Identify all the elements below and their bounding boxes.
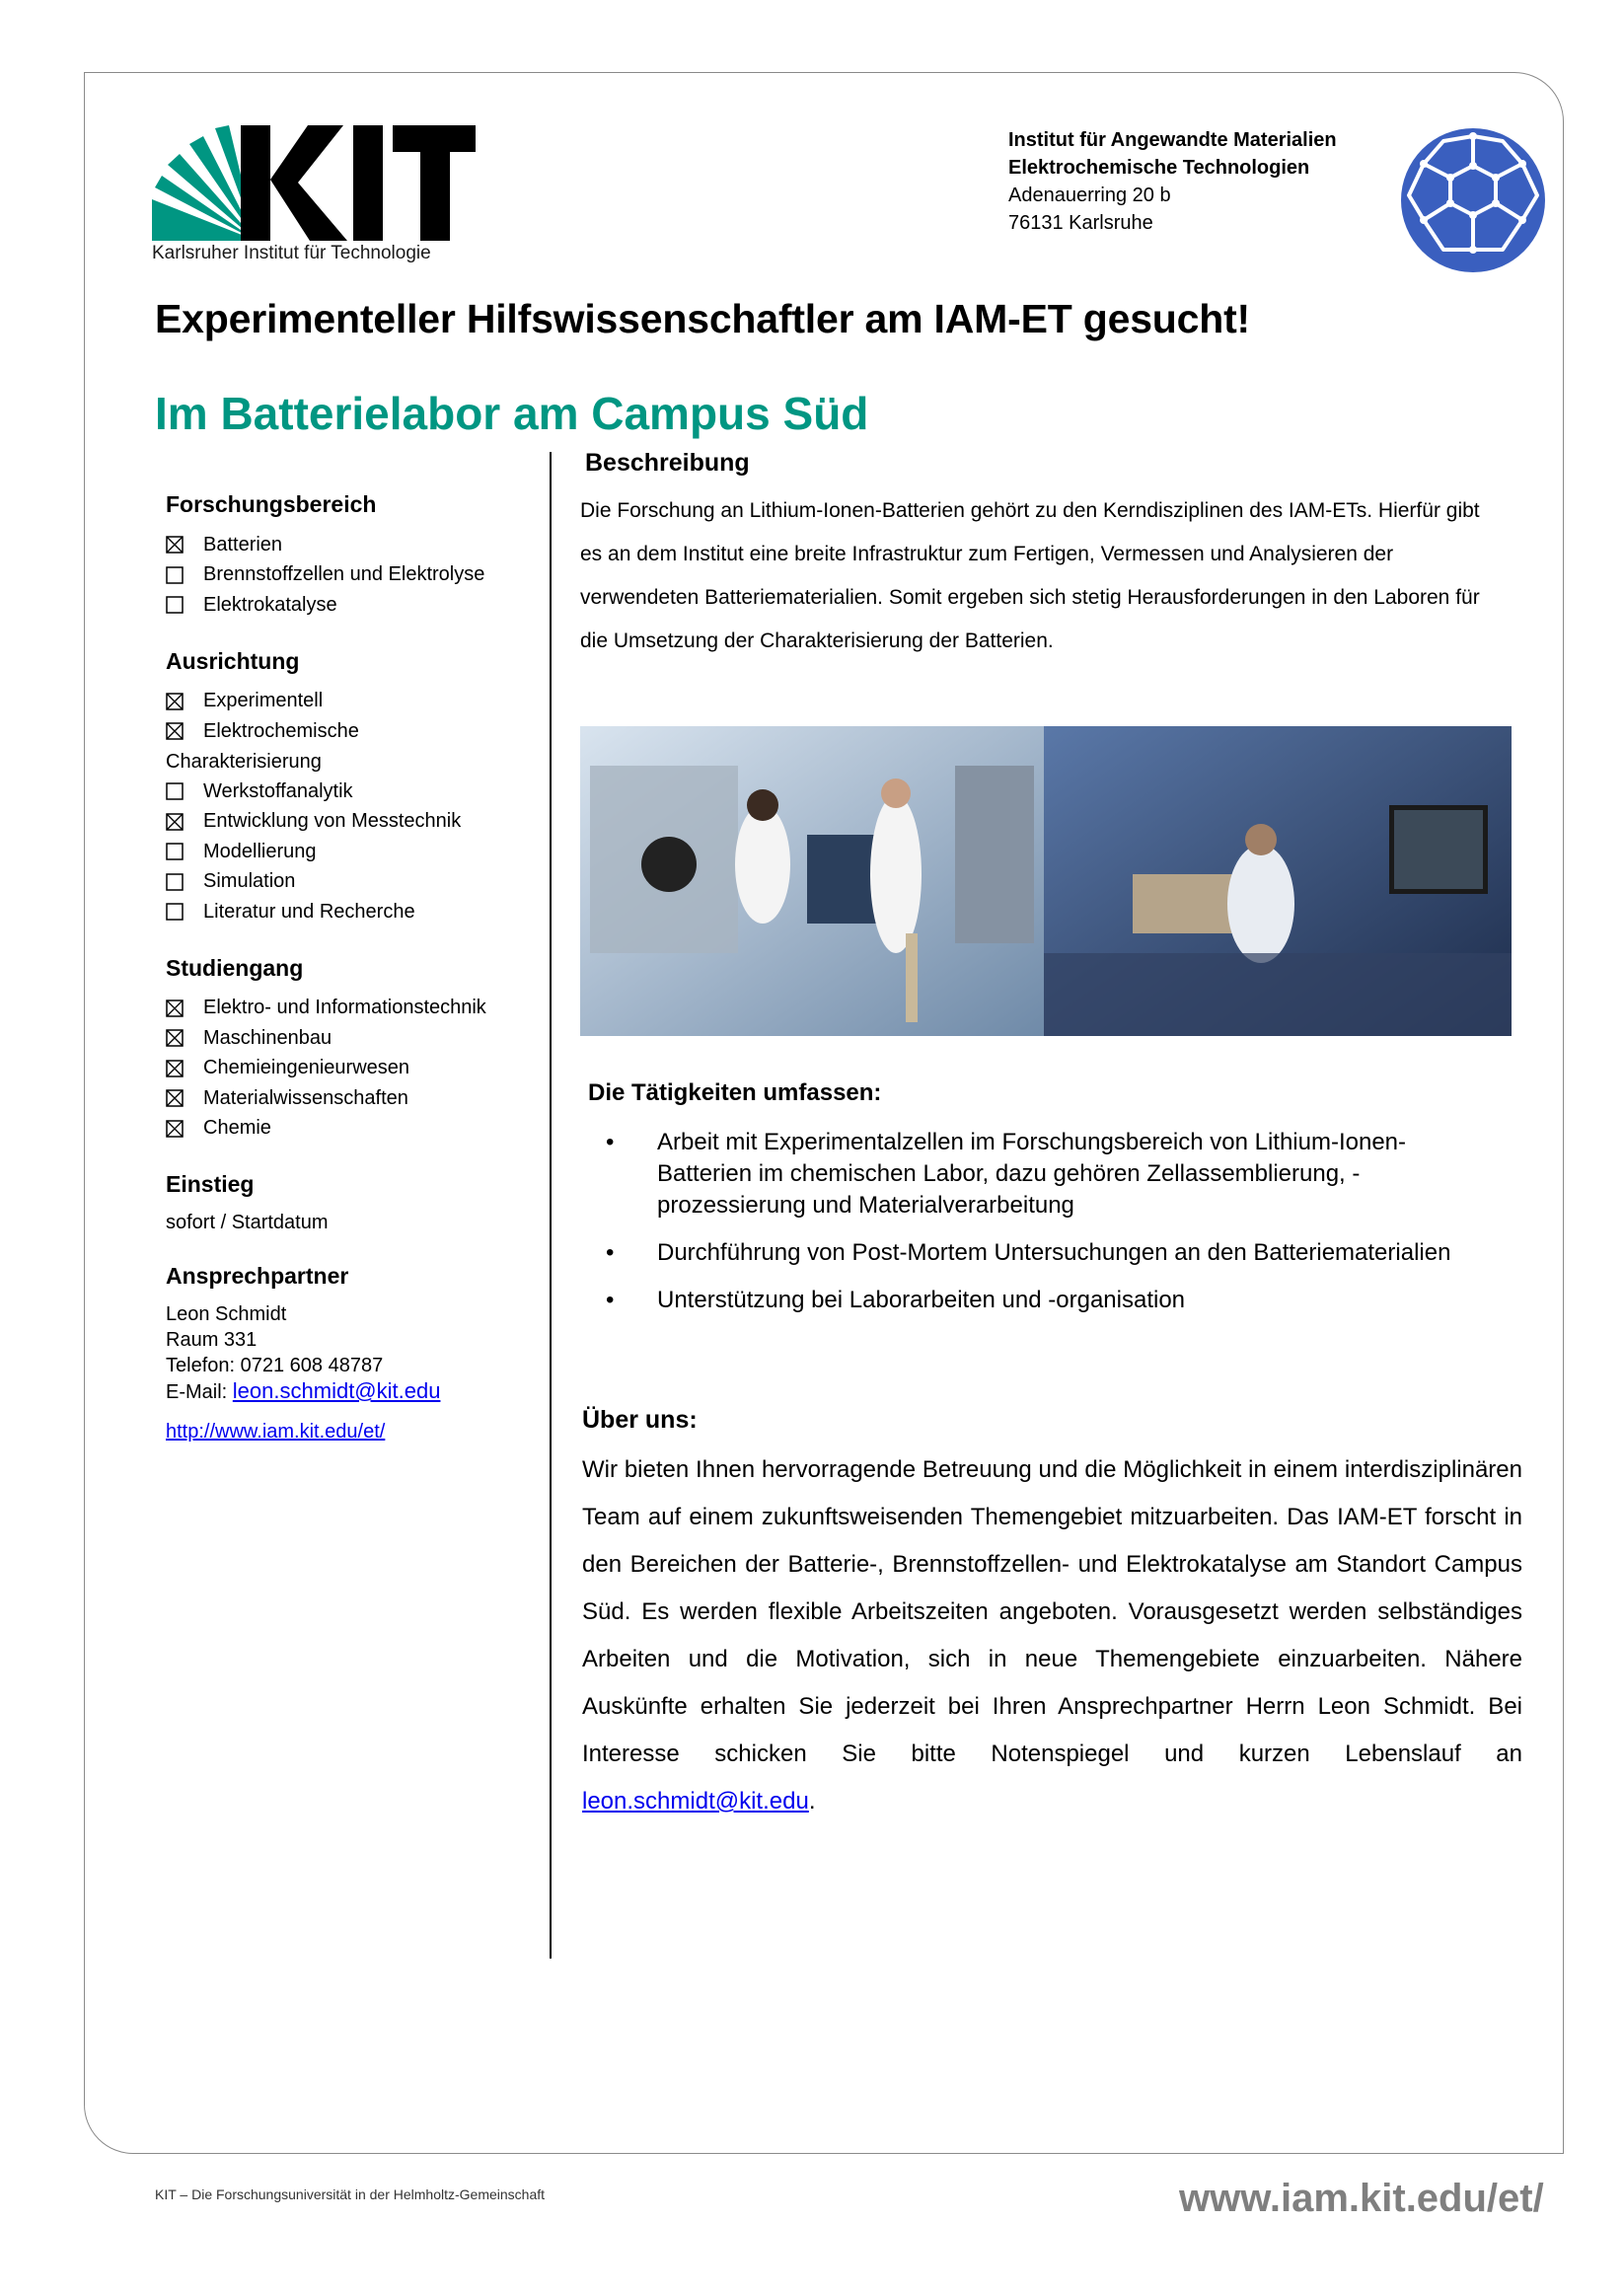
- studiengang-heading: Studiengang: [166, 954, 304, 981]
- checkbox-item: [166, 867, 531, 898]
- checkbox-item: [166, 994, 531, 1024]
- tasks-heading: Die Tätigkeiten umfassen:: [588, 1079, 882, 1106]
- einstieg-heading: Einstieg: [166, 1171, 255, 1197]
- contact-phone: Telefon: 0721 608 48787: [166, 1355, 384, 1376]
- checkbox-label: Chemie: [203, 1117, 271, 1140]
- forschungsbereich-list: [166, 530, 531, 621]
- contact-email-link[interactable]: leon.schmidt@kit.edu: [232, 1378, 441, 1403]
- checkbox-item: [166, 777, 531, 807]
- checkbox-label: Literatur und Recherche: [203, 900, 415, 923]
- checkbox-empty-icon: [166, 843, 184, 860]
- bullet-icon: •: [606, 1129, 615, 1155]
- checkbox-label: Werkstoffanalytik: [203, 779, 353, 802]
- about-end: .: [808, 1788, 816, 1815]
- lab-photo: [580, 726, 1512, 1036]
- tasks-list: [596, 1127, 1484, 1332]
- bullet-icon: •: [606, 1239, 615, 1266]
- column-divider: [550, 452, 552, 1959]
- contact-room: Raum 331: [166, 1329, 258, 1351]
- checkbox-label: Experimentell: [203, 690, 324, 712]
- checkbox-item: [166, 807, 531, 838]
- task-text: Durchführung von Post-Mortem Untersuchungen an den Batteriematerialien: [657, 1239, 1451, 1266]
- checkbox-checked-icon: [166, 1089, 184, 1107]
- checkbox-empty-icon: [166, 566, 184, 584]
- checkbox-item: [166, 530, 531, 560]
- task-text: Arbeit mit Experimentalzellen im Forschungsbereich von Lithium-Ionen-Batterien im chemischen Labor, dazu gehören Zellassemblierung, -prozessierung und Materialverarbeitung: [657, 1129, 1406, 1219]
- about-heading: Über uns:: [582, 1406, 698, 1434]
- checkbox-label: Elektro- und Informationstechnik: [203, 997, 486, 1019]
- city: 76131 Karlsruhe: [1008, 212, 1153, 234]
- description-heading: Beschreibung: [585, 449, 750, 477]
- page-subtitle: Im Batterielabor am Campus Süd: [155, 388, 869, 439]
- checkbox-label: Chemieingenieurwesen: [203, 1057, 410, 1079]
- ausrichtung-list: [166, 687, 531, 927]
- page-title: Experimenteller Hilfswissenschaftler am IAM-ET gesucht!: [155, 296, 1250, 341]
- checkbox-empty-icon: [166, 782, 184, 800]
- forschungsbereich-heading: Forschungsbereich: [166, 491, 377, 517]
- checkbox-label: Modellierung: [203, 840, 317, 862]
- checkbox-label: Brennstoffzellen und Elektrolyse: [203, 563, 485, 586]
- checkbox-item: [166, 1023, 531, 1054]
- checkbox-item: [166, 590, 531, 621]
- checkbox-item: [166, 897, 531, 927]
- task-text: Unterstützung bei Laborarbeiten und -organisation: [657, 1287, 1186, 1313]
- logo-subtitle: Karlsruher Institut für Technologie: [152, 243, 431, 263]
- checkbox-item: [166, 716, 531, 747]
- about-email-link[interactable]: leon.schmidt@kit.edu: [582, 1788, 809, 1815]
- institute-address: [1008, 126, 1337, 237]
- description-text: Die Forschung an Lithium-Ionen-Batterien gehört zu den Kerndisziplinen des IAM-ETs. Hierfür gibt es an dem Institut eine breite Infrastruktur zum Fertigen, Vermessen und Analysieren der verwendeten Batteriematerialien. Somit ergeben sich stetig Herausforderungen in den Laboren für die Umsetzung der Charakterisierung der Batterien.: [580, 499, 1480, 652]
- einstieg-text: sofort / Startdatum: [166, 1212, 329, 1233]
- ausrichtung-heading: Ausrichtung: [166, 647, 300, 674]
- checkbox-label: Elektrokatalyse: [203, 593, 337, 616]
- iam-seal-logo: [1399, 126, 1547, 274]
- footer-tagline: KIT – Die Forschungsuniversität in der Helmholtz-Gemeinschaft: [155, 2186, 546, 2202]
- checkbox-checked-icon: [166, 813, 184, 831]
- task-item: [596, 1237, 1484, 1269]
- department-name: Elektrochemische Technologien: [1008, 157, 1310, 179]
- checkbox-checked-icon: [166, 1060, 184, 1077]
- checkbox-label: Materialwissenschaften: [203, 1086, 408, 1109]
- task-item: [596, 1127, 1484, 1222]
- sidebar: [166, 491, 531, 1444]
- checkbox-item: [166, 837, 531, 867]
- checkbox-checked-icon: [166, 536, 184, 554]
- studiengang-list: [166, 994, 531, 1145]
- checkbox-item: [166, 560, 531, 591]
- checkbox-label: Batterien: [203, 533, 283, 555]
- bullet-icon: •: [606, 1287, 615, 1313]
- footer-url: www.iam.kit.edu/et/: [1179, 2177, 1544, 2220]
- checkbox-label: Elektrochemische: [203, 719, 359, 742]
- checkbox-item: [166, 1083, 531, 1114]
- checkbox-checked-icon: [166, 722, 184, 740]
- contact-name: Leon Schmidt: [166, 1303, 287, 1325]
- checkbox-item: [166, 1114, 531, 1145]
- contact-heading: Ansprechpartner: [166, 1263, 349, 1289]
- checkbox-label-continuation: Charakterisierung: [166, 750, 322, 773]
- checkbox-label: Simulation: [203, 870, 296, 893]
- checkbox-item: [166, 687, 531, 717]
- description-section: [580, 449, 1525, 663]
- about-body: Wir bieten Ihnen hervorragende Betreuung und die Möglichkeit in einem interdisziplinären Team auf einem zukunftsweisenden Themengebiet mitzuarbeiten. Das IAM-ET forscht in den Bereichen der Batterie-, Brennstoffzellen- und Elektrokatalyse am Standort Campus Süd. Es werden flexible Arbeitszeiten angeboten. Vorausgesetzt werden selbständiges Arbeiten und die Motivation, sich in neue Themengebiete einzuarbeiten. Nähere Auskünfte erhalten Sie jederzeit bei Ihren Ansprechpartner Herrn Leon Schmidt. Bei Interesse schicken Sie bitte Notenspiegel und kurzen Lebenslauf an: [582, 1456, 1522, 1767]
- task-item: [596, 1285, 1484, 1316]
- email-label: E-Mail:: [166, 1381, 233, 1403]
- checkbox-checked-icon: [166, 1120, 184, 1138]
- checkbox-label: Entwicklung von Messtechnik: [203, 810, 462, 833]
- street: Adenauerring 20 b: [1008, 185, 1171, 206]
- about-text: [582, 1446, 1522, 1825]
- checkbox-checked-icon: [166, 1000, 184, 1017]
- checkbox-checked-icon: [166, 693, 184, 710]
- checkbox-label: Maschinenbau: [203, 1026, 332, 1049]
- checkbox-empty-icon: [166, 903, 184, 921]
- institute-name: Institut für Angewandte Materialien: [1008, 129, 1337, 151]
- checkbox-empty-icon: [166, 596, 184, 614]
- website-link[interactable]: http://www.iam.kit.edu/et/: [166, 1421, 386, 1443]
- checkbox-item: [166, 1054, 531, 1084]
- checkbox-checked-icon: [166, 1029, 184, 1047]
- checkbox-empty-icon: [166, 873, 184, 891]
- contact-email-line: [166, 1378, 531, 1405]
